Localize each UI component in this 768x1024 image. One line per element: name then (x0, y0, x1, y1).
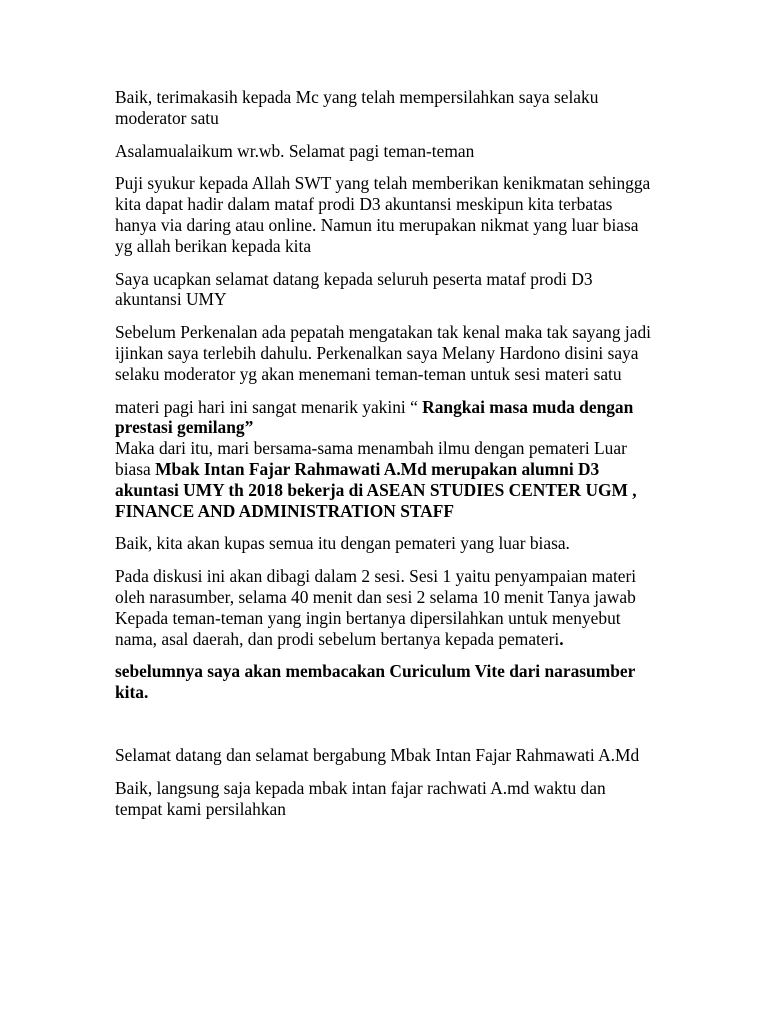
paragraph-speaker (115, 438, 656, 521)
sessions-text: Pada diskusi ini akan dibagi dalam 2 sesi. Sesi 1 yaitu penyampaian materi oleh narasumber, selama 40 menit dan sesi 2 selama 10 menit Tanya jawab Kepada teman-teman yang ingin bertanya dipersilahkan untuk menyebut nama, asal daerah, dan prodi sebelum bertanya kepada pemateri (115, 566, 637, 649)
paragraph-opening: Baik, terimakasih kepada Mc yang telah mempersilahkan saya selaku moderator satu (115, 87, 599, 128)
sessions-period: . (559, 628, 564, 649)
paragraph-closing: Baik, langsung saja kepada mbak intan fajar rachwati A.md waktu dan tempat kami persilahkan (115, 777, 606, 819)
paragraph-greeting: Asalamualaikum wr.wb. Selamat pagi teman-teman (115, 140, 475, 161)
paragraph-cv (115, 661, 656, 703)
spacer (115, 715, 656, 745)
theme-text: materi pagi hari ini sangat menarik yakini “ (115, 396, 423, 417)
theme-title: Rangkai masa muda dengan prestasi gemilang” (115, 396, 634, 438)
paragraph-gratitude: Puji syukur kepada Allah SWT yang telah memberikan kenikmatan sehingga kita dapat hadir dalam mataf prodi D3 akuntansi meskipun kita terbatas hanya via daring atau online. Namun itu merupakan nikmat yang luar biasa yg allah berikan kepada kita (115, 173, 651, 256)
paragraph-sessions (115, 566, 656, 649)
paragraph-discussion: Baik, kita akan kupas semua itu dengan pemateri yang luar biasa. (115, 533, 570, 554)
cv-text: sebelumnya saya akan membacakan Curiculum Vite dari narasumber kita. (115, 661, 635, 703)
speaker-profile: Mbak Intan Fajar Rahmawati A.Md merupakan alumni D3 akuntasi UMY th 2018 bekerja di ASEAN STUDIES CENTER UGM , FINANCE AND ADMINISTRATION STAFF (115, 458, 637, 521)
paragraph-theme (115, 397, 656, 439)
paragraph-join-welcome: Selamat datang dan selamat bergabung Mbak Intan Fajar Rahmawati A.Md (115, 744, 640, 765)
paragraph-welcome: Saya ucapkan selamat datang kepada seluruh peserta mataf prodi D3 akuntansi UMY (115, 268, 593, 310)
speaker-intro-text: Maka dari itu, mari bersama-sama menambah ilmu dengan pemateri Luar biasa (115, 438, 627, 479)
paragraph-introduction: Sebelum Perkenalan ada pepatah mengatakan tak kenal maka tak sayang jadi ijinkan saya terlebih dahulu. Perkenalkan saya Melany Hardono disini saya selaku moderator yg akan menemani teman-teman untuk sesi materi satu (115, 322, 651, 384)
